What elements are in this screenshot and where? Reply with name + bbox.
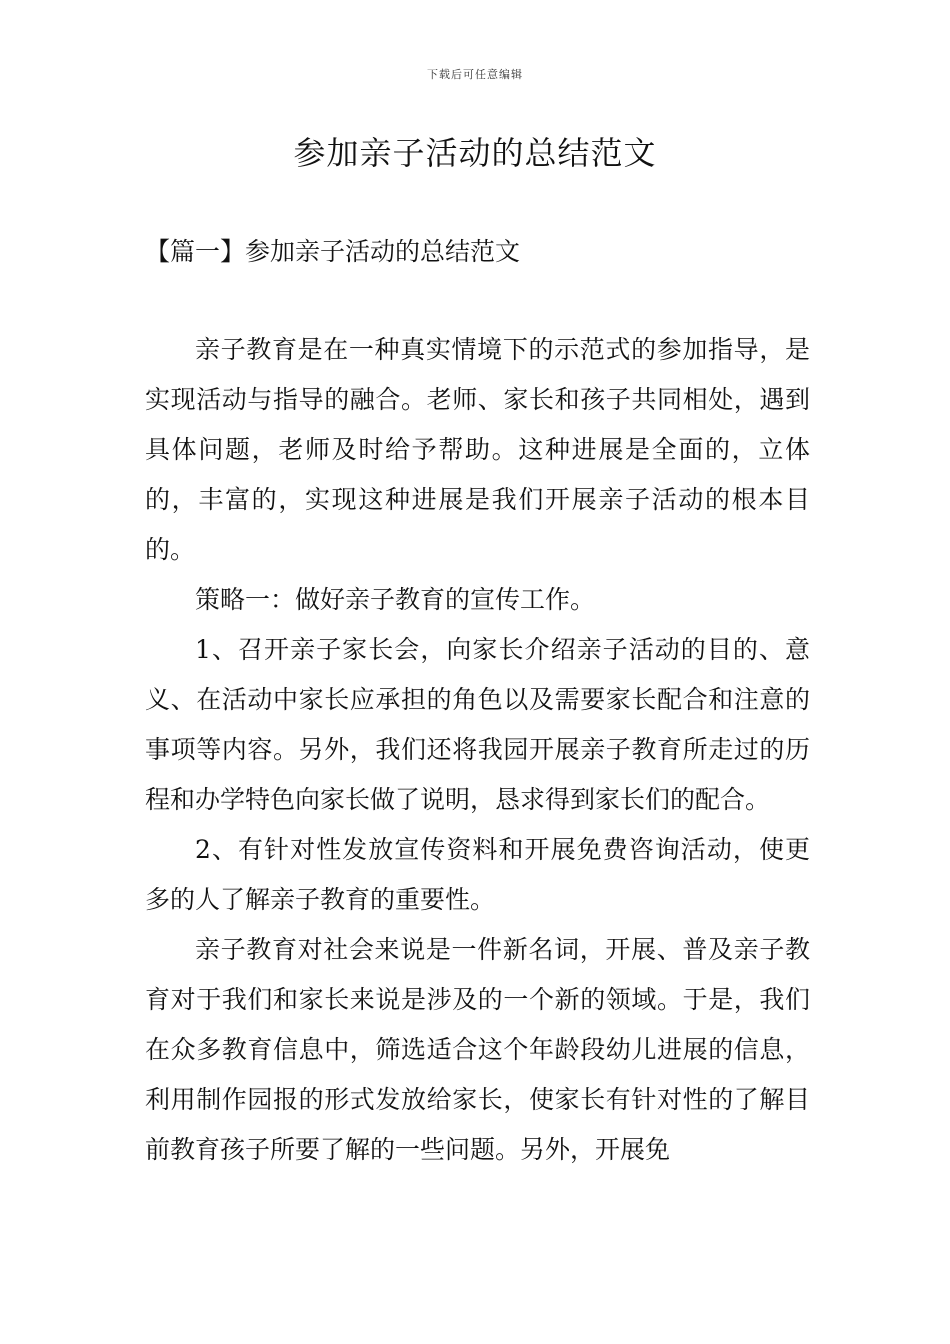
paragraph: 2、有针对性发放宣传资料和开展免费咨询活动，使更多的人了解亲子教育的重要性。 xyxy=(145,835,810,914)
document-title: 参加亲子活动的总结范文 xyxy=(293,134,657,172)
paragraph: 1、召开亲子家长会，向家长介绍亲子活动的目的、意义、在活动中家长应承担的角色以及需要家长配合和注意的事项等内容。另外，我们还将我园开展亲子教育所走过的历程和办学特色向家长做了说明，恳求得到家长们的配合。 xyxy=(145,635,810,814)
paragraph: 策略一：做好亲子教育的宣传工作。 xyxy=(195,585,596,614)
document-body xyxy=(145,325,810,1175)
paragraph: 亲子教育是在一种真实情境下的示范式的参加指导，是实现活动与指导的融合。老师、家长和孩子共同相处，遇到具体问题，老师及时给予帮助。这种进展是全面的，立体的，丰富的，实现这种进展是我们开展亲子活动的根本目的。 xyxy=(145,335,810,564)
section-heading: 【篇一】参加亲子活动的总结范文 xyxy=(145,237,521,266)
header-note: 下载后可任意编辑 xyxy=(427,68,523,81)
paragraph: 亲子教育对社会来说是一件新名词，开展、普及亲子教育对于我们和家长来说是涉及的一个新的领域。于是，我们在众多教育信息中，筛选适合这个年龄段幼儿进展的信息，利用制作园报的形式发放给家长，使家长有针对性的了解目前教育孩子所要了解的一些问题。另外，开展免 xyxy=(145,935,810,1164)
